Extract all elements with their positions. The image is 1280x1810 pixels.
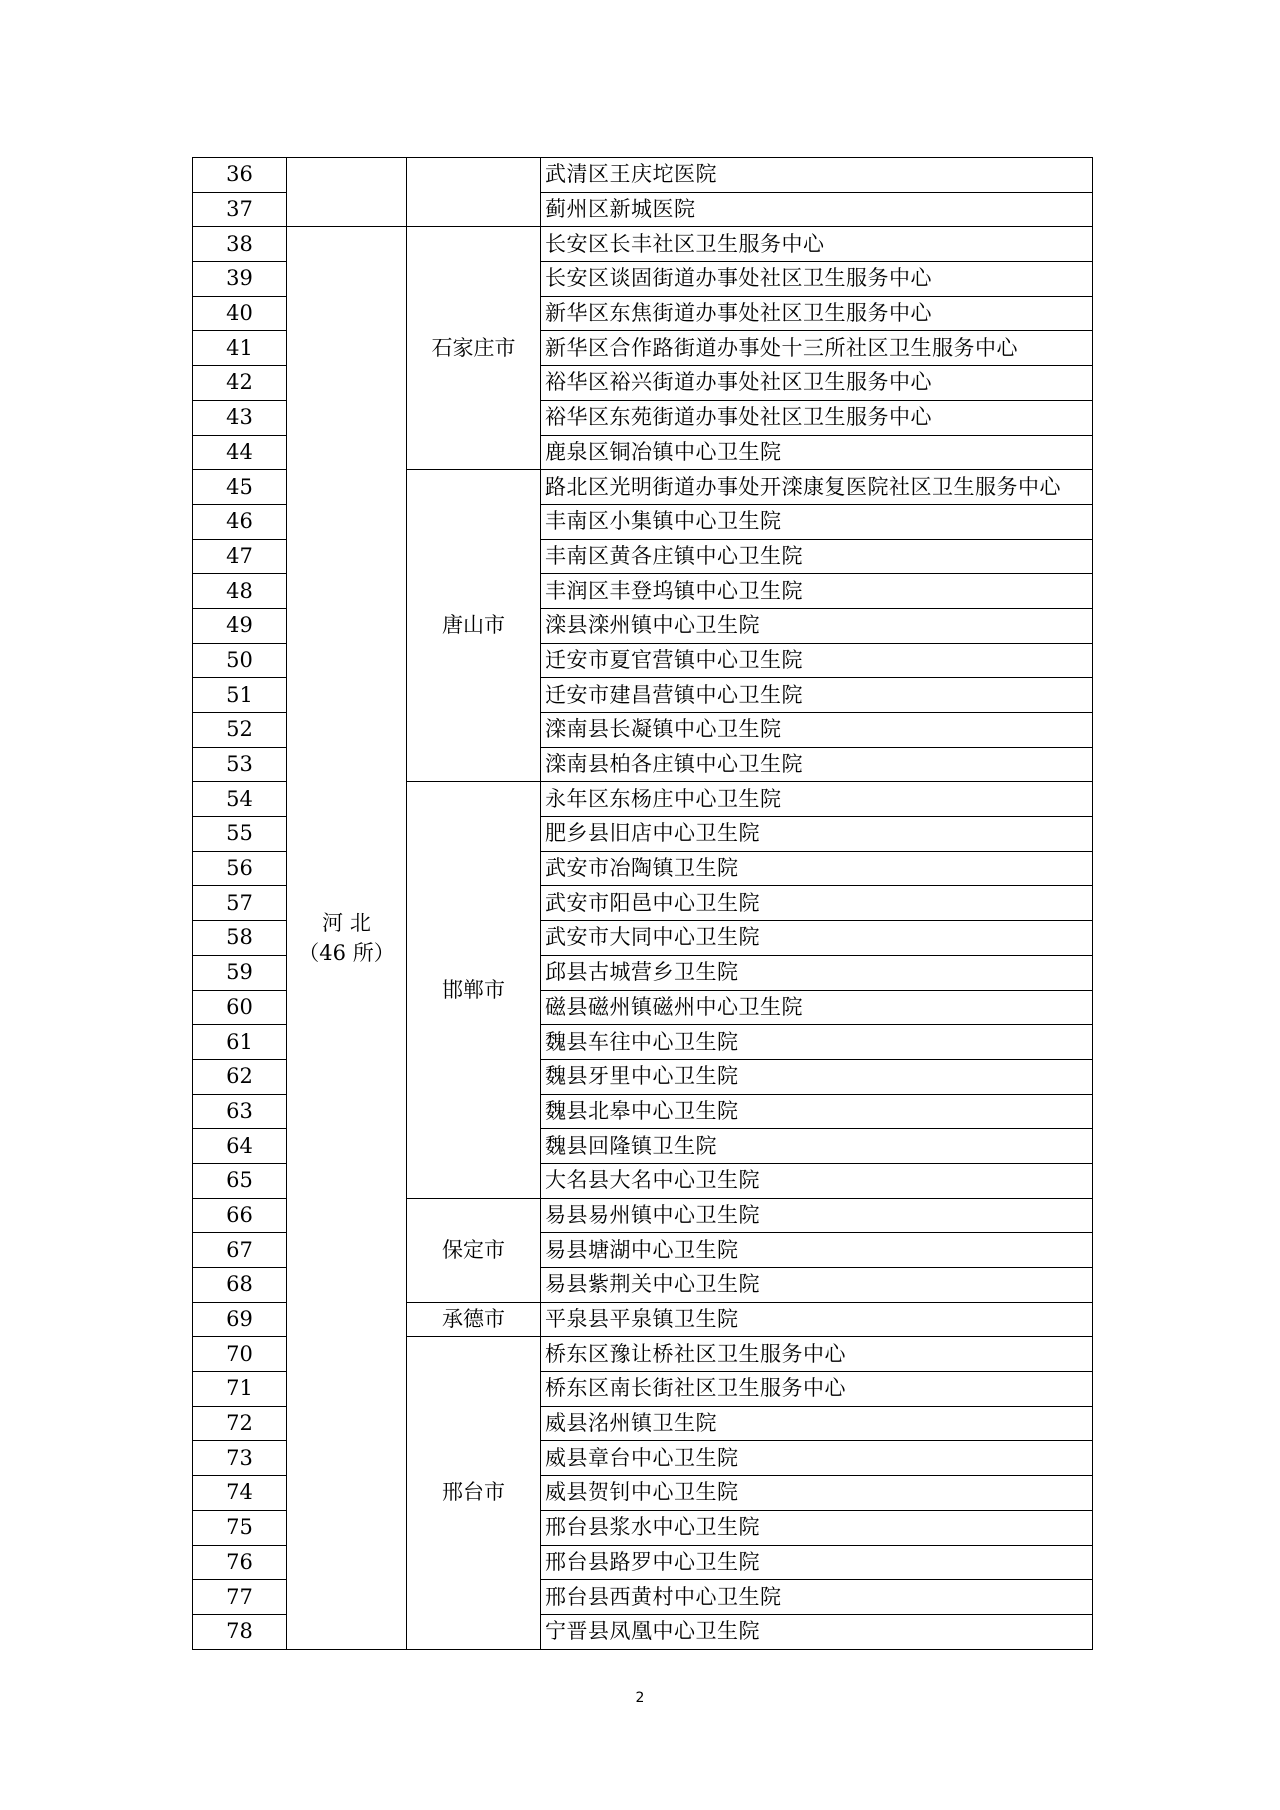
city-cell: 邢台市 <box>407 1337 541 1649</box>
institution-name: 魏县回隆镇卫生院 <box>541 1129 1093 1164</box>
institution-name: 桥东区豫让桥社区卫生服务中心 <box>541 1337 1093 1372</box>
institution-name: 武安市阳邑中心卫生院 <box>541 886 1093 921</box>
row-number: 52 <box>193 713 287 748</box>
row-number: 74 <box>193 1476 287 1511</box>
table-row <box>193 227 1093 262</box>
institution-name: 邢台县西黄村中心卫生院 <box>541 1580 1093 1615</box>
institution-name: 蓟州区新城医院 <box>541 192 1093 227</box>
institution-name: 威县贺钊中心卫生院 <box>541 1476 1093 1511</box>
institution-name: 鹿泉区铜冶镇中心卫生院 <box>541 435 1093 470</box>
institution-name: 宁晋县凤凰中心卫生院 <box>541 1614 1093 1649</box>
institution-name: 裕华区东苑街道办事处社区卫生服务中心 <box>541 400 1093 435</box>
row-number: 75 <box>193 1510 287 1545</box>
institution-name: 威县章台中心卫生院 <box>541 1441 1093 1476</box>
institution-name: 丰润区丰登坞镇中心卫生院 <box>541 574 1093 609</box>
row-number: 66 <box>193 1198 287 1233</box>
city-cell: 唐山市 <box>407 470 541 782</box>
city-cell: 承德市 <box>407 1302 541 1337</box>
row-number: 43 <box>193 400 287 435</box>
row-number: 70 <box>193 1337 287 1372</box>
row-number: 53 <box>193 747 287 782</box>
row-number: 37 <box>193 192 287 227</box>
row-number: 72 <box>193 1406 287 1441</box>
institution-name: 魏县牙里中心卫生院 <box>541 1059 1093 1094</box>
institution-name: 武清区王庆坨医院 <box>541 158 1093 193</box>
institution-name: 裕华区裕兴街道办事处社区卫生服务中心 <box>541 366 1093 401</box>
institution-name: 滦南县长凝镇中心卫生院 <box>541 713 1093 748</box>
city-cell: 石家庄市 <box>407 227 541 470</box>
institution-name: 桥东区南长街社区卫生服务中心 <box>541 1372 1093 1407</box>
institution-name: 大名县大名中心卫生院 <box>541 1163 1093 1198</box>
institution-name: 武安市冶陶镇卫生院 <box>541 851 1093 886</box>
institution-name: 滦县滦州镇中心卫生院 <box>541 608 1093 643</box>
row-number: 69 <box>193 1302 287 1337</box>
row-number: 58 <box>193 921 287 956</box>
institution-name: 邱县古城营乡卫生院 <box>541 955 1093 990</box>
row-number: 64 <box>193 1129 287 1164</box>
institution-name: 平泉县平泉镇卫生院 <box>541 1302 1093 1337</box>
row-number: 36 <box>193 158 287 193</box>
institution-name: 永年区东杨庄中心卫生院 <box>541 782 1093 817</box>
row-number: 61 <box>193 1025 287 1060</box>
row-number: 77 <box>193 1580 287 1615</box>
province-name: 河 北 <box>322 910 371 935</box>
row-number: 45 <box>193 470 287 505</box>
institution-name: 威县洺州镇卫生院 <box>541 1406 1093 1441</box>
row-number: 60 <box>193 990 287 1025</box>
row-number: 68 <box>193 1268 287 1303</box>
row-number: 41 <box>193 331 287 366</box>
institution-name: 路北区光明街道办事处开滦康复医院社区卫生服务中心 <box>541 470 1093 505</box>
row-number: 40 <box>193 296 287 331</box>
row-number: 67 <box>193 1233 287 1268</box>
institution-name: 磁县磁州镇磁州中心卫生院 <box>541 990 1093 1025</box>
row-number: 73 <box>193 1441 287 1476</box>
row-number: 50 <box>193 643 287 678</box>
institution-name: 迁安市夏官营镇中心卫生院 <box>541 643 1093 678</box>
page-number: 2 <box>635 1690 645 1706</box>
province-cell <box>287 158 407 227</box>
row-number: 62 <box>193 1059 287 1094</box>
row-number: 38 <box>193 227 287 262</box>
institution-name: 新华区东焦街道办事处社区卫生服务中心 <box>541 296 1093 331</box>
city-cell: 保定市 <box>407 1198 541 1302</box>
row-number: 78 <box>193 1614 287 1649</box>
row-number: 46 <box>193 504 287 539</box>
institution-name: 新华区合作路街道办事处十三所社区卫生服务中心 <box>541 331 1093 366</box>
row-number: 55 <box>193 817 287 852</box>
row-number: 76 <box>193 1545 287 1580</box>
institution-name: 武安市大同中心卫生院 <box>541 921 1093 956</box>
row-number: 56 <box>193 851 287 886</box>
row-number: 48 <box>193 574 287 609</box>
row-number: 51 <box>193 678 287 713</box>
row-number: 71 <box>193 1372 287 1407</box>
row-number: 63 <box>193 1094 287 1129</box>
institution-name: 滦南县柏各庄镇中心卫生院 <box>541 747 1093 782</box>
row-number: 54 <box>193 782 287 817</box>
city-cell: 邯郸市 <box>407 782 541 1198</box>
row-number: 65 <box>193 1163 287 1198</box>
province-cell <box>287 227 407 1649</box>
institution-name: 魏县车往中心卫生院 <box>541 1025 1093 1060</box>
row-number: 59 <box>193 955 287 990</box>
institution-name: 丰南区黄各庄镇中心卫生院 <box>541 539 1093 574</box>
row-number: 44 <box>193 435 287 470</box>
institution-name: 魏县北皋中心卫生院 <box>541 1094 1093 1129</box>
row-number: 39 <box>193 262 287 297</box>
row-number: 49 <box>193 608 287 643</box>
institution-name: 肥乡县旧店中心卫生院 <box>541 817 1093 852</box>
institution-table <box>192 157 1093 1650</box>
institution-name: 迁安市建昌营镇中心卫生院 <box>541 678 1093 713</box>
institution-table-body <box>193 158 1093 1650</box>
institution-name: 易县塘湖中心卫生院 <box>541 1233 1093 1268</box>
row-number: 47 <box>193 539 287 574</box>
institution-name: 易县紫荆关中心卫生院 <box>541 1268 1093 1303</box>
city-cell <box>407 158 541 227</box>
institution-name: 易县易州镇中心卫生院 <box>541 1198 1093 1233</box>
province-count: （46 所） <box>298 940 395 965</box>
institution-name: 长安区长丰社区卫生服务中心 <box>541 227 1093 262</box>
row-number: 57 <box>193 886 287 921</box>
institution-name: 长安区谈固街道办事处社区卫生服务中心 <box>541 262 1093 297</box>
institution-name: 邢台县浆水中心卫生院 <box>541 1510 1093 1545</box>
institution-name: 邢台县路罗中心卫生院 <box>541 1545 1093 1580</box>
row-number: 42 <box>193 366 287 401</box>
table-row <box>193 158 1093 193</box>
institution-name: 丰南区小集镇中心卫生院 <box>541 504 1093 539</box>
